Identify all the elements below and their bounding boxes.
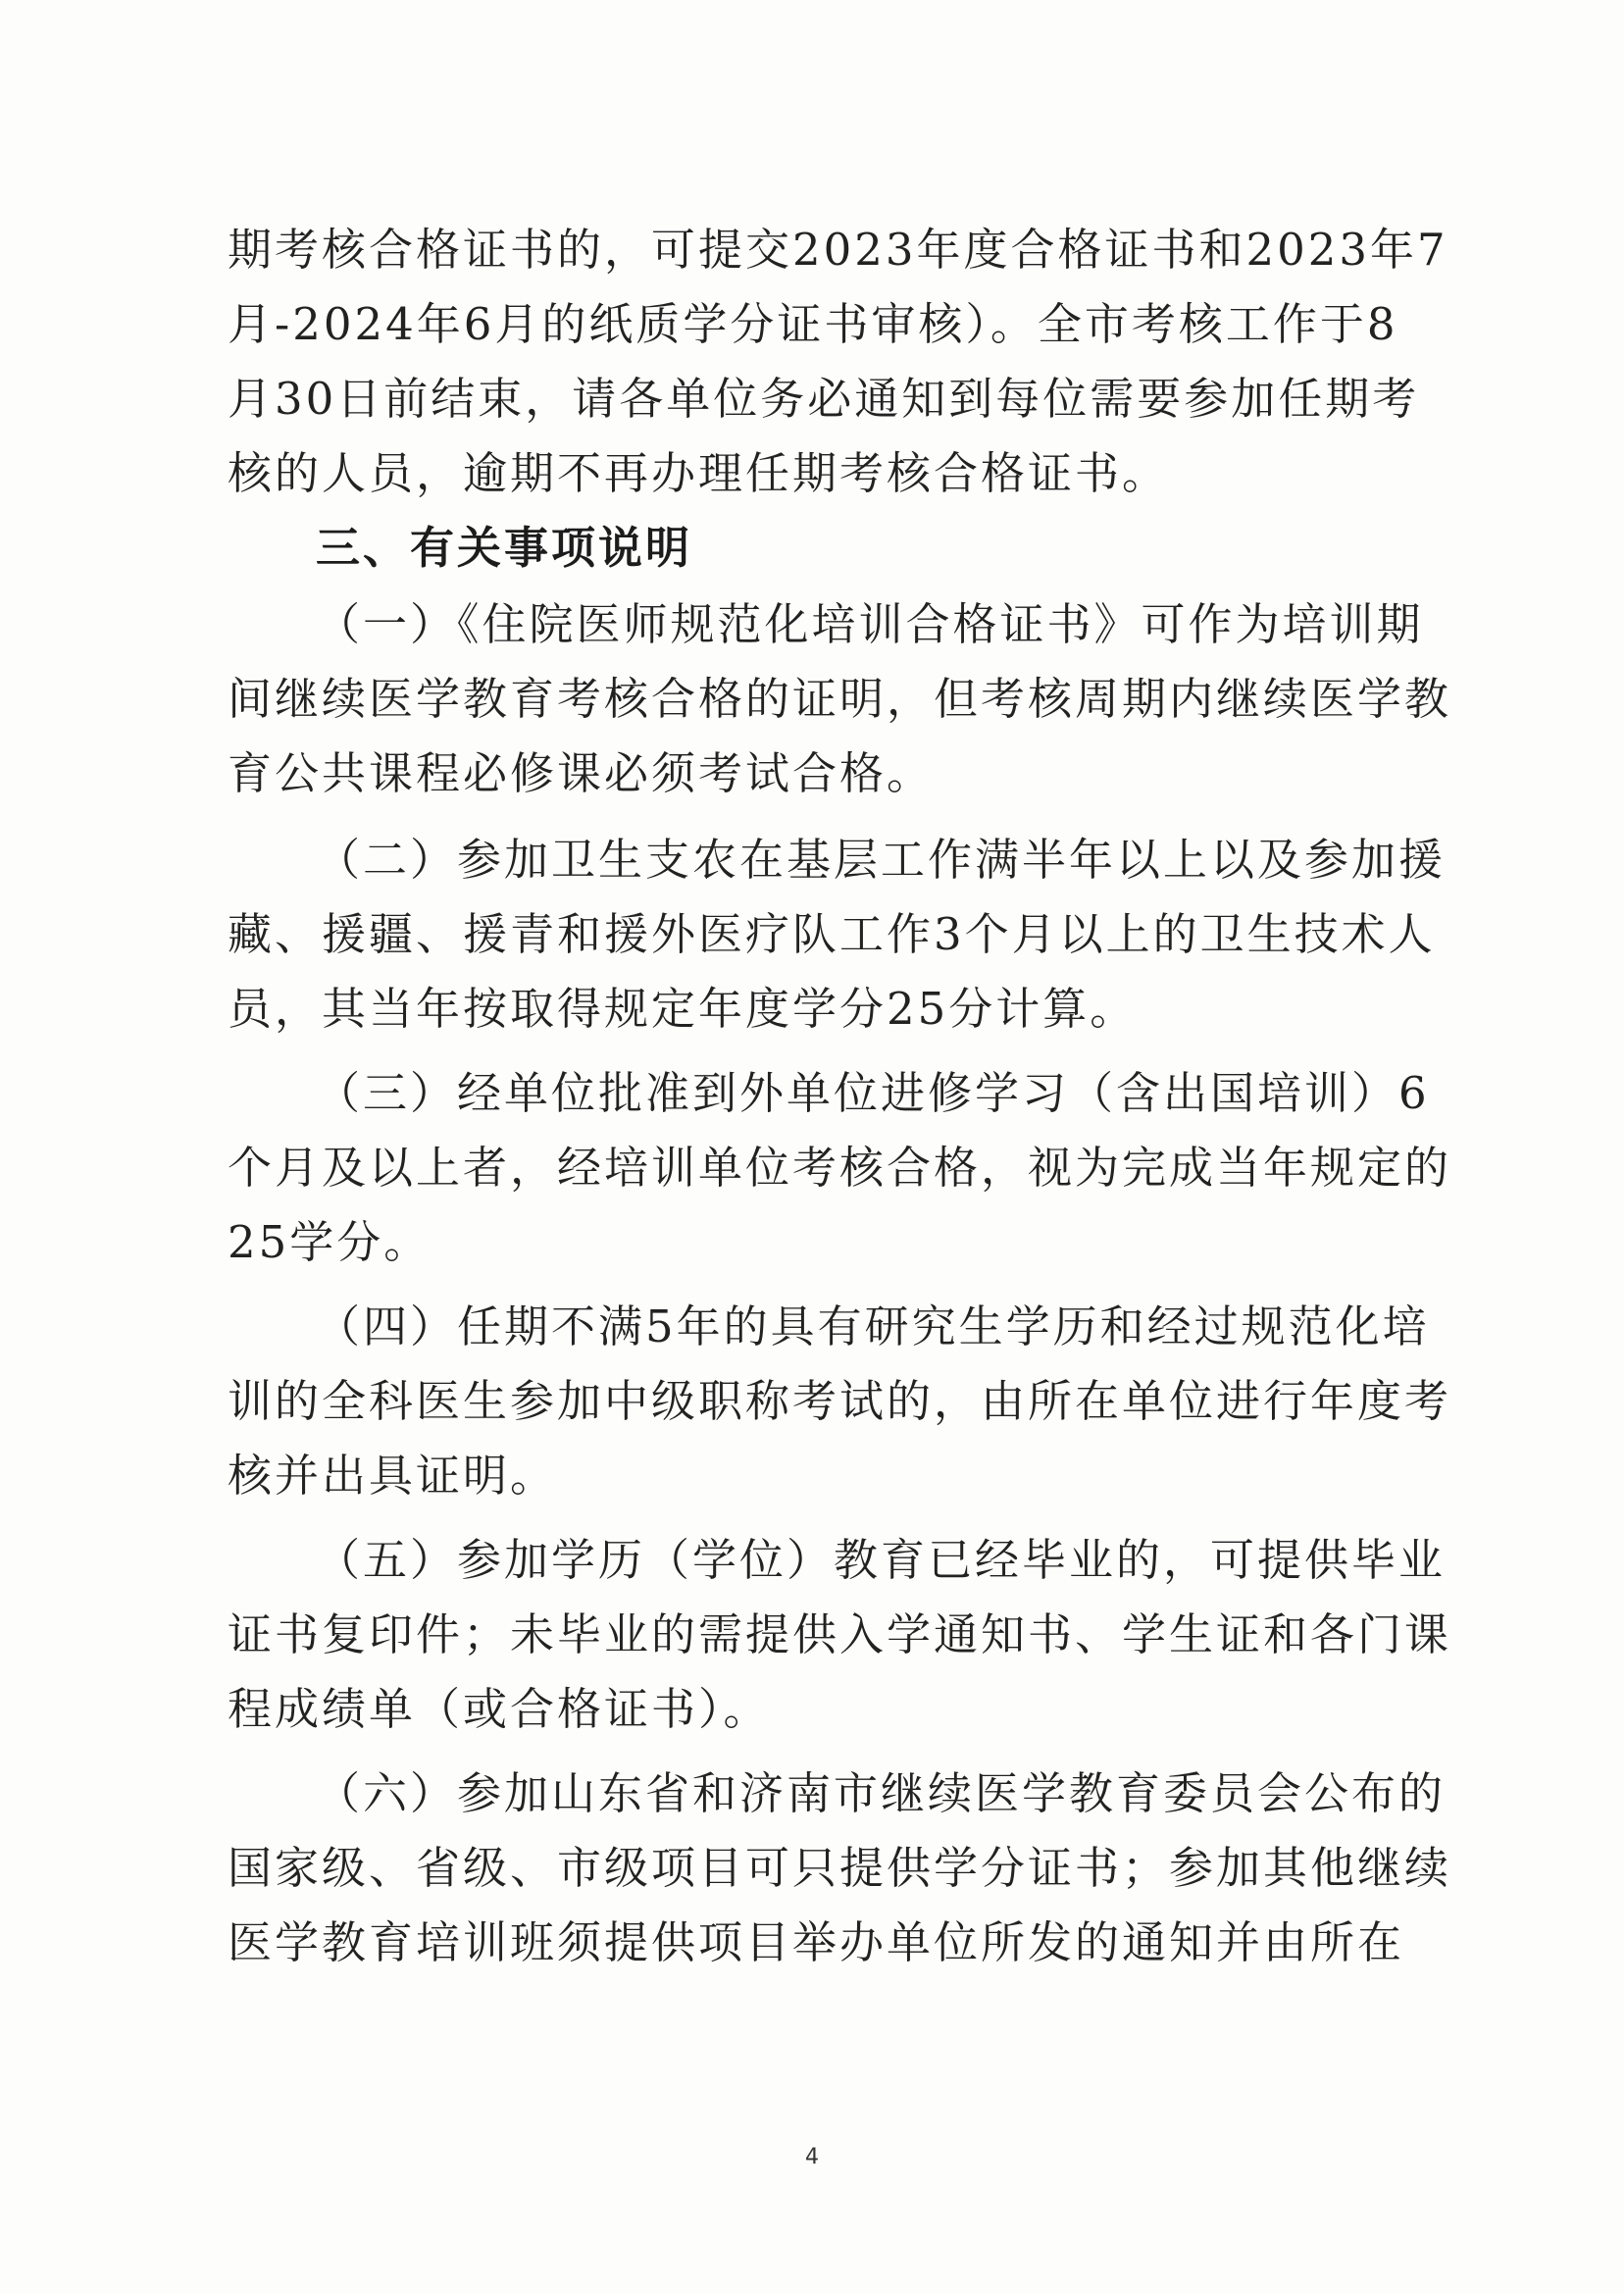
p0-line-1: 期考核合格证书的，可提交2023年度合格证书和2023年7 bbox=[228, 224, 1448, 276]
p6-line-3: 医学教育培训班须提供项目举办单位所发的通知并由所在 bbox=[228, 1916, 1405, 1968]
p6-line-1: （六）参加山东省和济南市继续医学教育委员会公布的 bbox=[316, 1767, 1446, 1819]
p4-line-3: 核并出具证明。 bbox=[228, 1450, 558, 1502]
p4-line-2: 训的全科医生参加中级职称考试的，由所在单位进行年度考 bbox=[228, 1375, 1452, 1427]
p0-line-3: 月30日前结束，请各单位务必通知到每位需要参加任期考 bbox=[228, 373, 1420, 425]
p1-line-1: （一）《住院医师规范化培训合格证书》可作为培训期 bbox=[316, 598, 1424, 650]
p1-line-2: 间继续医学教育考核合格的证明，但考核周期内继续医学教 bbox=[228, 673, 1452, 725]
p5-line-1: （五）参加学历（学位）教育已经毕业的，可提供毕业 bbox=[316, 1534, 1446, 1586]
p3-line-1: （三）经单位批准到外单位进修学习（含出国培训）6 bbox=[316, 1067, 1430, 1119]
page-number: 4 bbox=[805, 2145, 819, 2169]
p3-line-3: 25学分。 bbox=[228, 1216, 431, 1268]
p2-line-3: 员，其当年按取得规定年度学分25分计算。 bbox=[228, 983, 1138, 1035]
section-heading: 三、有关事项说明 bbox=[316, 522, 693, 574]
p3-line-2: 个月及以上者，经培训单位考核合格，视为完成当年规定的 bbox=[228, 1142, 1452, 1194]
p0-line-2: 月-2024年6月的纸质学分证书审核）。全市考核工作于8 bbox=[228, 298, 1398, 350]
p5-line-3: 程成绩单（或合格证书）。 bbox=[228, 1683, 771, 1735]
p2-line-2: 藏、援疆、援青和援外医疗队工作3个月以上的卫生技术人 bbox=[228, 908, 1436, 960]
p5-line-2: 证书复印件；未毕业的需提供入学通知书、学生证和各门课 bbox=[228, 1608, 1452, 1660]
p1-line-3: 育公共课程必修课必须考试合格。 bbox=[228, 747, 935, 799]
p0-line-4: 核的人员，逾期不再办理任期考核合格证书。 bbox=[228, 447, 1170, 499]
p2-line-1: （二）参加卫生支农在基层工作满半年以上以及参加援 bbox=[316, 834, 1446, 886]
p6-line-2: 国家级、省级、市级项目可只提供学分证书；参加其他继续 bbox=[228, 1842, 1452, 1894]
p4-line-1: （四）任期不满5年的具有研究生学历和经过规范化培 bbox=[316, 1300, 1430, 1352]
